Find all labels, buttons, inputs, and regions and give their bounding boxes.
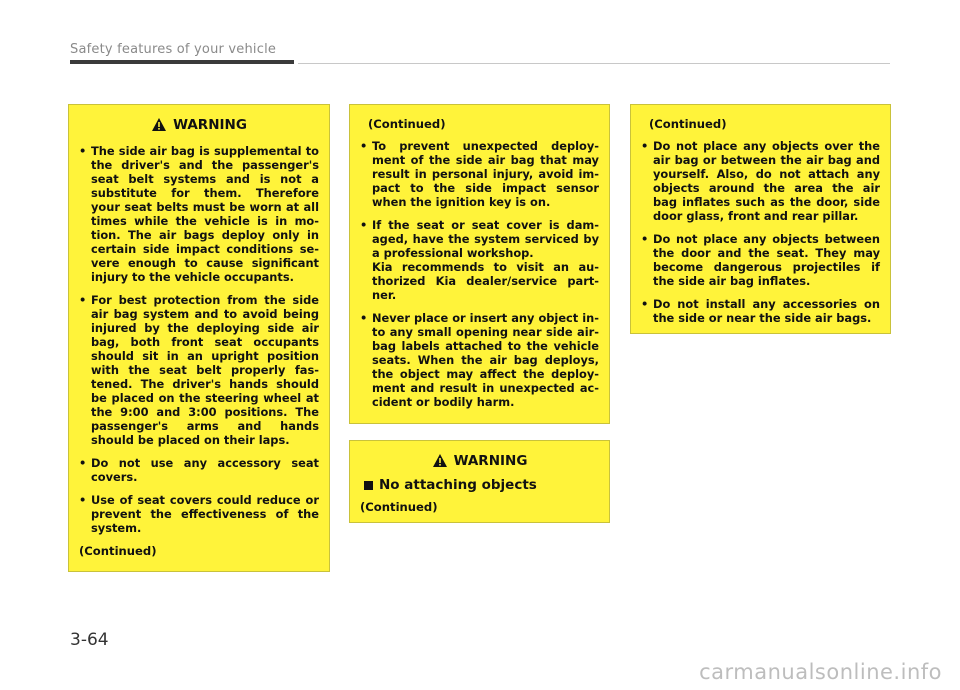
header-rule xyxy=(298,63,890,64)
square-bullet-icon xyxy=(364,481,373,490)
warning-title: WARNING xyxy=(453,452,528,469)
list-item: • Do not place any objects over the air bag or between the air bag and yourself. Also, do not attach any objects around the area the air bag inflates such as the door, side door glass, front and rear pillar. xyxy=(641,139,880,223)
continued-label: (Continued) xyxy=(368,117,446,131)
continued-label: (Continued) xyxy=(360,500,438,514)
list-item: • The side air bag is supplemental to the driver's and the passenger's seat belt systems and is not a substitute for them. Therefore your seat belts must be worn at all times while the vehicle is in mo-tion. The air bags deploy only in certain side impact conditions se-vere enough to cause significant injury to the vehicle occupants. xyxy=(79,144,319,284)
page-number: 3-64 xyxy=(70,630,109,650)
list-item-text: If the seat or seat cover is dam-aged, have the system serviced by a professional workshop. xyxy=(372,218,599,260)
warning-list xyxy=(79,144,319,535)
warning-list xyxy=(641,139,880,325)
warning-box-2 xyxy=(349,104,610,424)
list-item-text: Kia recommends to visit an au-thorized Kia dealer/service part-ner. xyxy=(372,260,599,302)
continued-label: (Continued) xyxy=(79,544,157,558)
warning-box-1 xyxy=(68,104,330,572)
warning-header xyxy=(360,453,599,468)
section-header: Safety features of your vehicle xyxy=(70,42,277,57)
warning-list xyxy=(360,139,599,409)
warning-triangle-icon xyxy=(151,117,167,132)
warning-title: WARNING xyxy=(173,116,247,133)
list-item: • Do not use any accessory seat covers. xyxy=(79,456,319,484)
list-item xyxy=(360,218,599,302)
list-item: • To prevent unexpected deploy-ment of the side air bag that may result in personal injury, avoid im-pact to the side impact sensor when the ignition key is on. xyxy=(360,139,599,209)
warning-box-4 xyxy=(630,104,891,334)
watermark: carmanualsonline.info xyxy=(699,660,942,684)
continued-label: (Continued) xyxy=(649,117,727,131)
warning-header xyxy=(79,117,319,132)
subheading xyxy=(364,478,599,492)
list-item: • Do not place any objects between the door and the seat. They may become dangerous projectiles if the side air bag inflates. xyxy=(641,232,880,288)
list-item: • For best protection from the side air bag system and to avoid being injured by the deploying side air bag, both front seat occupants should sit in an upright position with the seat belt properly fas-tened. The driver's hands should be placed on the steering wheel at the 9:00 and 3:00 positions. The passenger's arms and hands should be placed on their laps. xyxy=(79,293,319,447)
header-bar xyxy=(70,60,294,64)
list-item: • Never place or insert any object in-to any small opening near side air-bag labels attached to the vehicle seats. When the air bag deploys, the object may affect the deploy-ment and result in unexpected ac-cident or bodily harm. xyxy=(360,311,599,409)
warning-box-3 xyxy=(349,440,610,523)
list-item: • Use of seat covers could reduce or prevent the effectiveness of the system. xyxy=(79,493,319,535)
list-item: • Do not install any accessories on the side or near the side air bags. xyxy=(641,297,880,325)
subheading-text: No attaching objects xyxy=(379,477,537,493)
warning-triangle-icon xyxy=(432,453,448,468)
